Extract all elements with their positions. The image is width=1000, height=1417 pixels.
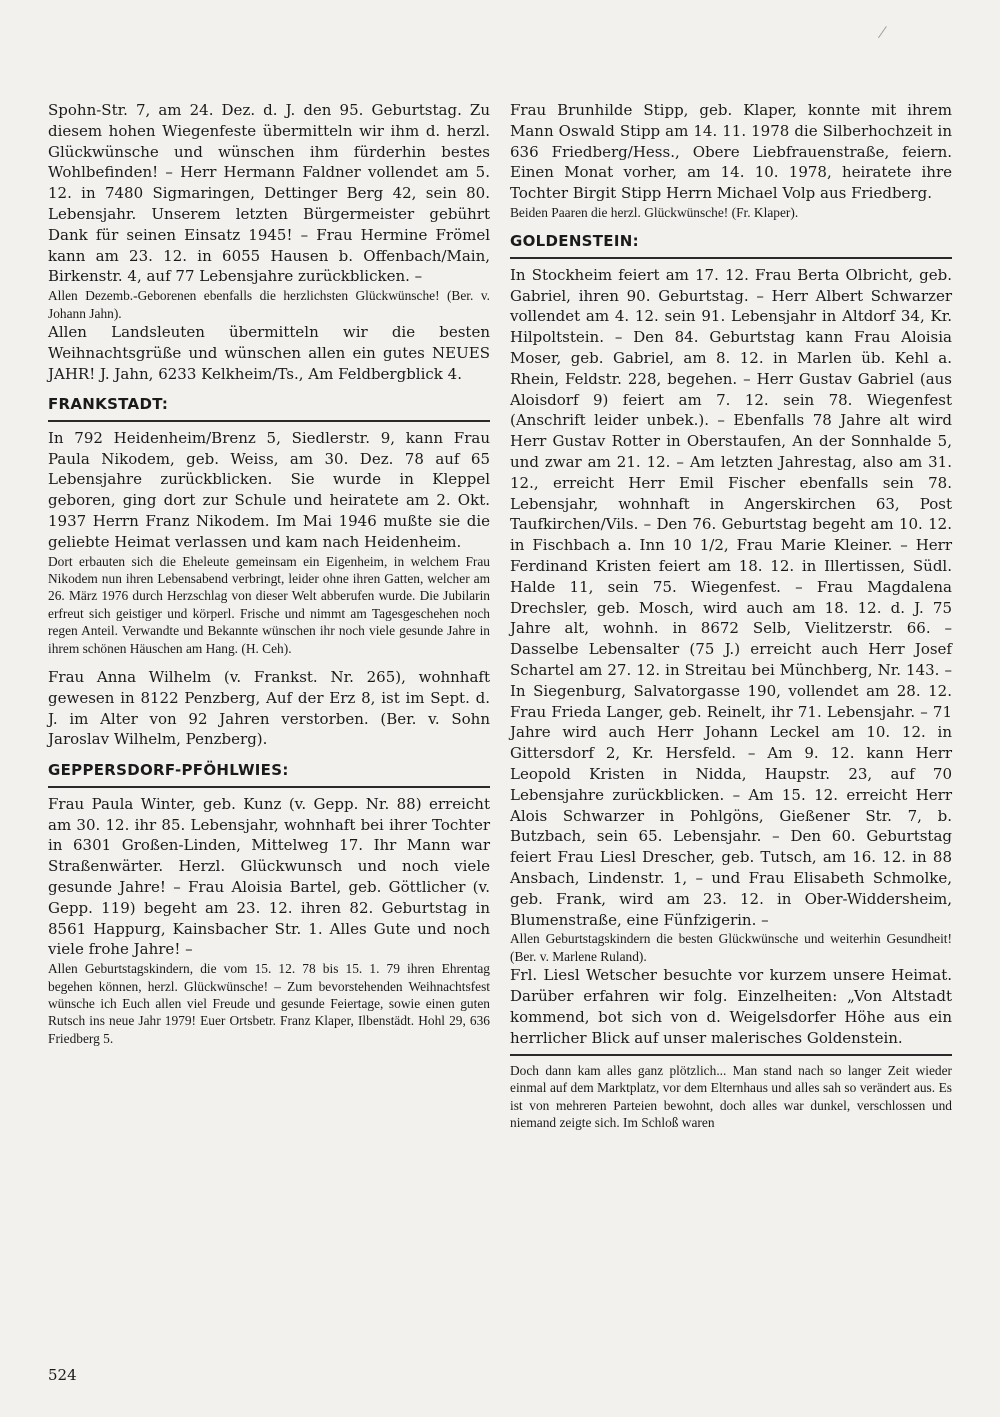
paragraph: Spohn-Str. 7, am 24. Dez. d. J. den 95. Geburtstag. Zu diesem hohen Wiegenfeste übermitteln wir ihm d. herzl. Glückwünsche und wünschen ihm fürderhin bestes Wohlbefinden! – Herr Hermann Faldner vollendet am 5. 12. in 7480 Sigmaringen, Dettinger Berg 42, sein 80. Lebensjahr. Unserem letzten Bürgermeister gebührt Dank für seinen Einsatz 1945! – Frau Hermine Frömel kann am 23. 12. in 6055 Hausen b. Offenbach/Main, Birkenstr. 4, auf 77 Lebensjahre zurückblicken. – (48, 101, 490, 286)
section-heading: GOLDENSTEIN: (510, 232, 639, 251)
section-heading: FRANKSTADT: (48, 395, 169, 414)
small-paragraph: Dort erbauten sich die Eheleute gemeinsam ein Eigenheim, in welchem Frau Nikodem nun ihren Lebensabend verbringt, leider ohne ihren Gatten, welcher am 26. März 1976 durch Herzschlag von dieser Welt abberufen wurde. Die Jubilarin erfreut sich geistiger und körperl. Frische und nimmt am Tagesgeschehen noch regen Anteil. Verwandte und Bekannte wünschen ihr noch viele gesunde Jahre in ihrem schönen Häuschen am Hang. (H. Ceh). (48, 553, 490, 656)
left-column (48, 100, 490, 1047)
small-paragraph: Doch dann kam alles ganz plötzlich... Man stand nach so langer Zeit wieder einmal auf dem Marktplatz, vor dem Elternhaus und alles sah so verändert aus. Es ist von mehreren Parteien bewohnt, doch alles war dunkel, verschlossen und niemand zeigte sich. Im Schloß waren (510, 1062, 952, 1131)
paragraph: Frau Anna Wilhelm (v. Frankst. Nr. 265), wohnhaft gewesen in 8122 Penzberg, Auf der Erz 8, ist im Sept. d. J. im Alter von 92 Jahren verstorben. (Ber. v. Sohn Jaroslav Wilhelm, Penzberg). (48, 668, 490, 749)
divider (510, 257, 952, 259)
divider (510, 1054, 952, 1056)
scan-mark (878, 26, 895, 44)
divider (48, 786, 490, 788)
small-paragraph: Beiden Paaren die herzl. Glückwünsche! (Fr. Klaper). (510, 204, 799, 220)
small-paragraph: Allen Geburtstagskindern, die vom 15. 12. 78 bis 15. 1. 79 ihren Ehrentag begehen können, herzl. Glückwünsche! – Zum bevorstehenden Weihnachtsfest wünsche ich Euch allen viel Freude und gesunde Feiertage, sowie einen guten Rutsch ins neue Jahr 1979! Euer Ortsbetr. Franz Klaper, Ilbenstädt. Hohl 29, 636 Friedberg 5. (48, 961, 490, 1046)
paragraph: In 792 Heidenheim/Brenz 5, Siedlerstr. 9, kann Frau Paula Nikodem, geb. Weiss, am 30. Dez. 78 auf 65 Lebensjahre zurückblicken. Sie wurde in Kleppel geboren, ging dort zur Schule und heiratete am 2. Okt. 1937 Herrn Franz Nikodem. Im Mai 1946 mußte sie die geliebte Heimat verlassen und kam nach Heidenheim. (48, 428, 490, 551)
divider (48, 420, 490, 422)
paragraph: Frl. Liesl Wetscher besuchte vor kurzem unsere Heimat. Darüber erfahren wir folg. Einzelheiten: „Von Altstadt kommend, bot sich von d. Weigelsdorfer Höhe aus ein herrlicher Blick auf unser malerisches Goldenstein. (510, 966, 952, 1047)
small-paragraph: Allen Dezemb.-Geborenen ebenfalls die herzlichsten Glückwünsche! (Ber. v. Johann Jahn). (48, 288, 490, 321)
section-heading: GEPPERSDORF-PFÖHLWIES: (48, 761, 289, 780)
paragraph: Allen Landsleuten übermitteln wir die besten Weihnachtsgrüße und wünschen allen ein gutes NEUES JAHR! J. Jahn, 6233 Kelkheim/Ts., Am Feldbergblick 4. (48, 322, 490, 383)
paragraph: In Stockheim feiert am 17. 12. Frau Berta Olbricht, geb. Gabriel, ihren 90. Geburtstag. – Herr Albert Schwarzer vollendet am 4. 12. sein 91. Lebensjahr in Altdorf 34, Kr. Hilpoltstein. – Den 84. Geburtstag kann Frau Aloisia Moser, geb. Gabriel, am 8. 12. in Marlen üb. Kehl a. Rhein, Feldstr. 228, begehen. – Herr Gustav Gabriel (aus Aloisdorf 9) feiert am 7. 12. sein 78. Wiegenfest (Anschrift leider unbek.). – Ebenfalls 78 Jahre alt wird Herr Gustav Rotter in Oberstaufen, An der Sonnhalde 5, und zwar am 21. 12. – Am letzten Jahrestag, also am 31. 12., erreicht Herr Emil Fischer ebenfalls sein 78. Lebensjahr, wohnhaft in Angerskirchen 63, Post Taufkirchen/Vils. – Den 76. Geburtstag begeht am 10. 12. in Fischbach a. Inn 10 1/2, Frau Marie Kleiner. – Herr Ferdinand Kristen feiert am 18. 12. in Illertissen, Südl. Halde 11, sein 75. Wiegenfest. – Frau Magdalena Drechsler, geb. Mosch, wird auch am 18. 12. d. J. 75 Jahre alt, wohnh. in 8672 Selb, Vielitzerstr. 66. – Dasselbe Lebensalter (75 J.) erreicht auch Herr Josef Schartel am 27. 12. in Streitau bei Münchberg, Nr. 143. – In Siegenburg, Salvatorgasse 190, vollendet am 28. 12. Frau Frieda Langer, geb. Reinelt, ihr 71. Lebensjahr. – 71 Jahre wird auch Herr Johann Leckel am 10. 12. in Gittersdorf 2, Kr. Hersfeld. – Am 9. 12. kann Herr Leopold Kristen in Nidda, Haupstr. 23, auf 70 Lebensjahre zurückblicken. – Am 15. 12. erreicht Herr Alois Schwarzer in Pohlgöns, Gießener Str. 7, b. Butzbach, sein 65. Lebensjahr. – Den 60. Geburtstag feiert Frau Liesl Drescher, geb. Tutsch, am 16. 12. in 88 Ansbach, Lindenstr. 1, – und Frau Elisabeth Schmolke, geb. Frank, wird am 23. 12. in Ober-Widdersheim, Blumenstraße, eine Fünfzigerin. – (510, 265, 952, 929)
right-column (510, 100, 952, 1132)
paragraph: Frau Paula Winter, geb. Kunz (v. Gepp. Nr. 88) erreicht am 30. 12. ihr 85. Lebensjahr, wohnhaft bei ihrer Tochter in 6301 Großen-Linden, Mittelweg 17. Ihr Mann war Straßenwärter. Herzl. Glückwunsch und noch viele gesunde Jahre! – Frau Aloisia Bartel, geb. Göttlicher (v. Gepp. 119) begeht am 23. 12. ihren 82. Geburtstag in 8561 Happurg, Kainsbacher Str. 1. Alles Gute und noch viele frohe Jahre! – (48, 794, 490, 959)
paragraph: Frau Brunhilde Stipp, geb. Klaper, konnte mit ihrem Mann Oswald Stipp am 14. 11. 1978 die Silberhochzeit in 636 Friedberg/Hess., Obere Liebfrauenstraße, feiern. Einen Monat vorher, am 14. 10. 1978, heiratete ihre Tochter Birgit Stipp Herrn Michael Volp aus Friedberg. (510, 101, 952, 203)
small-paragraph: Allen Geburtstagskindern die besten Glückwünsche und weiterhin Gesundheit! (Ber. v. Marlene Ruland). (510, 931, 952, 964)
page-number: 524 (48, 1366, 77, 1384)
